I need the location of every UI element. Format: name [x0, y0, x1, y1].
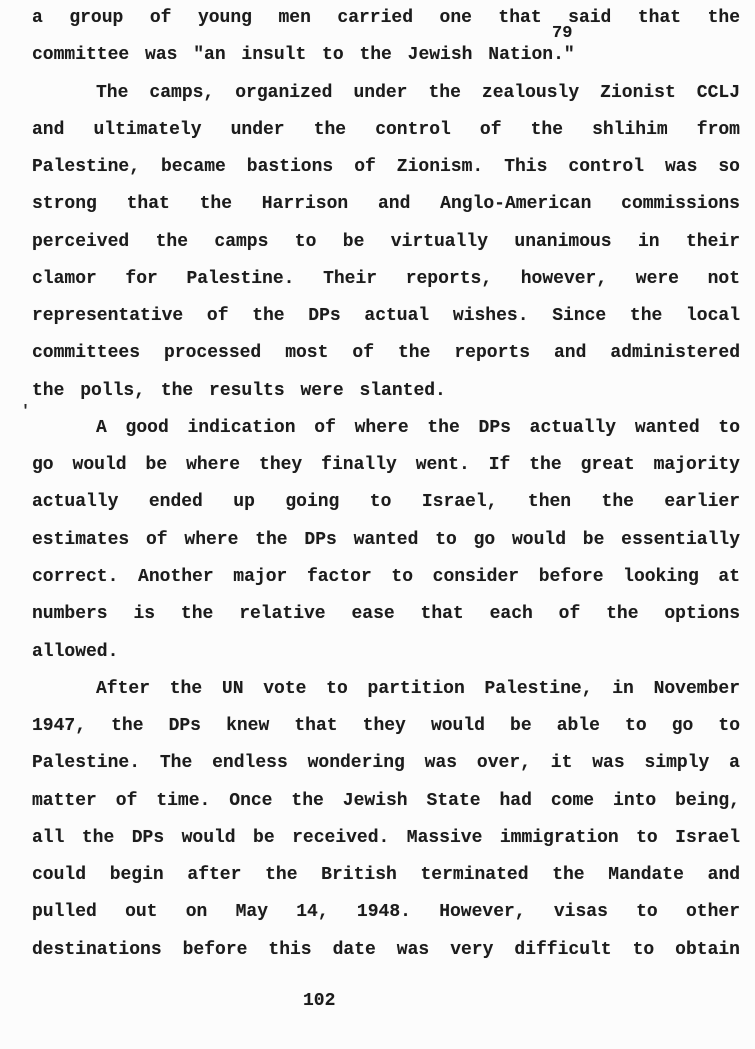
text-line: a group of young men carried one that said that the [32, 8, 740, 28]
text-line: numbers is the relative ease that each of the options [32, 604, 740, 625]
text-line: Palestine. The endless wondering was over, it was simply a [32, 753, 740, 774]
text-line: pulled out on May 14, 1948. However, visas to other [32, 902, 740, 923]
text-line: all the DPs would be received. Massive immigration to Israel [32, 827, 740, 848]
text-line: matter of time. Once the Jewish State had come into being, [32, 790, 740, 811]
footnote-marker: 79 [552, 24, 573, 43]
text-line: clamor for Palestine. Their reports, however, were not [32, 268, 740, 289]
text-line: could begin after the British terminated the Mandate and [32, 865, 740, 886]
page-text [32, 0, 740, 969]
text-line: allowed. [32, 641, 119, 662]
text-line: After the UN vote to partition Palestine, in November [96, 678, 740, 699]
page-number: 102 [303, 991, 336, 1011]
text-line: representative of the DPs actual wishes. Since the local [32, 306, 740, 327]
text-line: actually ended up going to Israel, then the earlier [32, 492, 740, 513]
text-line: strong that the Harrison and Anglo-American commissions [32, 194, 740, 215]
text-line: correct. Another major factor to consider before looking at [32, 566, 740, 587]
text-line: and ultimately under the control of the shlihim from [32, 119, 740, 140]
text-line: committee was "an insult to the Jewish Nation." [32, 45, 575, 66]
text-line: the polls, the results were slanted. [32, 380, 446, 401]
text-line: estimates of where the DPs wanted to go would be essentially [32, 529, 740, 550]
text-line: Palestine, became bastions of Zionism. This control was so [32, 157, 740, 178]
text-line: destinations before this date was very difficult to obtain [32, 939, 740, 960]
text-line: 1947, the DPs knew that they would be able to go to [32, 716, 740, 737]
scan-artifact-mark: ' [21, 403, 31, 420]
text-line: The camps, organized under the zealously Zionist CCLJ [96, 82, 740, 103]
text-line: go would be where they finally went. If the great majority [32, 455, 740, 476]
text-line: A good indication of where the DPs actually wanted to [96, 417, 740, 438]
text-line: perceived the camps to be virtually unanimous in their [32, 231, 740, 252]
text-line: committees processed most of the reports and administered [32, 343, 740, 364]
